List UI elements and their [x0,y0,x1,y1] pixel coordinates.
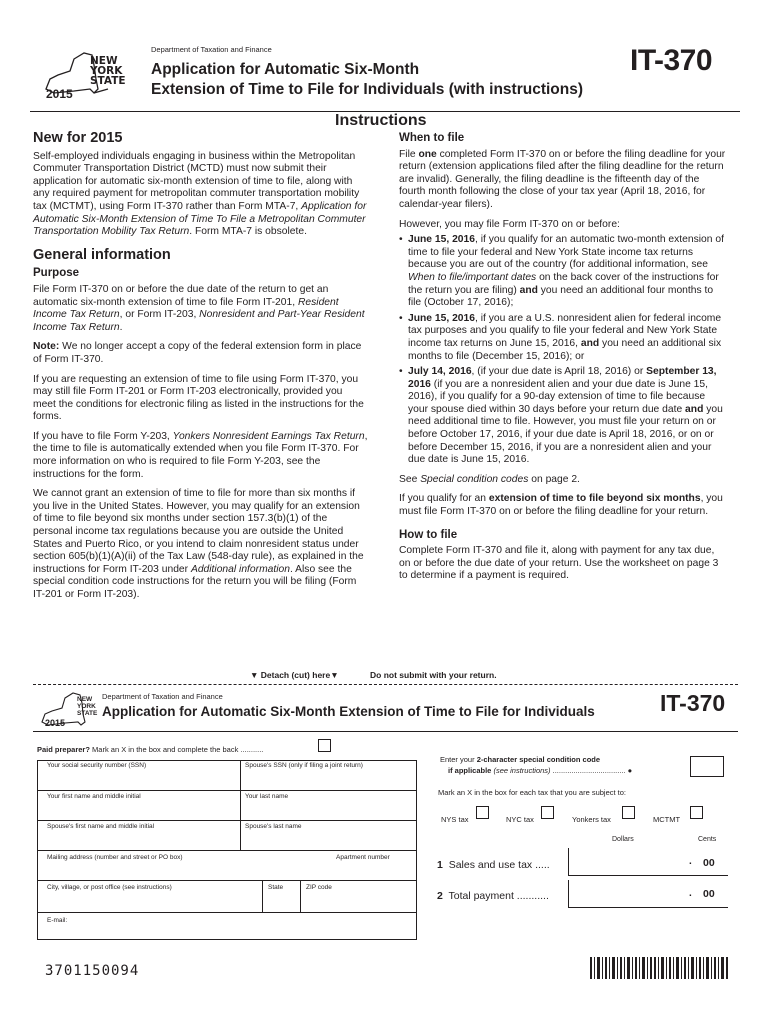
form-logo-state: STATE [77,710,98,717]
state-field[interactable]: State [268,884,284,891]
city-field[interactable]: City, village, or post office (see instructions) [47,884,172,891]
form-number: IT-370 [630,44,713,77]
mark-taxes-label: Mark an X in the box for each tax that you are subject to: [438,788,627,797]
grid-vertical-rule [262,880,263,912]
when-to-file-heading: When to file [399,132,465,144]
grid-rule [37,912,417,913]
detach-here: ▼ Detach (cut) here▼ [250,670,339,680]
general-information-heading: General information [33,246,171,263]
form-logo-york: YORK [77,703,96,710]
apartment-number-field[interactable]: Apartment number [336,854,390,861]
beyond-six-months-paragraph: If you qualify for an extension of time to file beyond six months, you must file Form IT-370 on or before the filing deadline for your return. [399,493,723,518]
grant-paragraph: We cannot grant an extension of time to file for more than six months if you live in the United States. However, you may qualify for an extension of time to file beyond six months under section 157.3(b)(1) of the personal income tax regulations because you are outside the United States and Puerto Rico, or you intend to claim nonresident status under section 605(b)(1)(A)(ii) of the Tax Law (548-day rule), as explained in the instructions for Form IT-203 under Additional information. Also see the special condition code instructions for the return you will be filing (Form IT-201 or Form IT-203). [33,488,364,600]
cut-line [33,684,738,685]
nyc-tax-checkbox[interactable] [541,806,554,819]
right-column [399,132,727,590]
new-for-2015-heading: New for 2015 [33,130,123,146]
first-name-field[interactable]: Your first name and middle initial [47,793,141,800]
form-header-rule [33,731,738,732]
spouse-last-name-field[interactable]: Spouse's last name [245,823,302,830]
deadline-bullet-2: • June 15, 2016, if you are a U.S. nonresident alien for federal income tax purposes and you qualify to file your federal and New York State income tax returns on June 15, 2016, and you need an additional six months to file (December 15, 2016); or [399,312,722,362]
tax-year: 2015 [46,87,73,101]
special-condition-label: Enter your 2-character special condition code [440,755,601,764]
cents-header: Cents [698,836,717,843]
logo-line-new: NEW [90,55,118,67]
line1-cents: 00 [703,857,715,869]
spouse-ssn-field[interactable]: Spouse's SSN (only if filing a joint return) [245,762,363,769]
however-paragraph: However, you may file Form IT-370 on or before: [399,218,620,230]
mctmt-label: MCTMT [653,815,681,824]
see-special-paragraph: See Special condition codes on page 2. [399,473,580,485]
last-name-field[interactable]: Your last name [245,793,289,800]
spouse-first-name-field[interactable]: Spouse's first name and middle initial [47,823,155,830]
line2-decimal: . [689,888,692,899]
grid-vertical-rule [240,760,241,850]
instructions-heading: Instructions [335,112,427,129]
grid-rule [37,820,417,821]
how-to-file-paragraph: Complete Form IT-370 and file it, along with payment for any tax due, on or before the due date of your return. Use the worksheet on page 3 to determine if a payment is required. [399,545,719,582]
line1-decimal: . [689,856,692,867]
form-department-name: Department of Taxation and Finance [102,692,223,701]
line1-label: 1 Sales and use tax ..... [437,859,550,871]
grid-vertical-rule [300,880,301,912]
nys-logo [44,49,126,101]
form-logo-new: NEW [77,696,93,703]
grid-rule [37,880,417,881]
ssn-field[interactable]: Your social security number (SSN) [47,762,147,769]
form-title: Application for Automatic Six-Month Extension of Time to File for Individuals [102,704,595,719]
grid-rule [37,790,417,791]
purpose-heading: Purpose [33,267,80,280]
form-tax-year: 2015 [45,718,66,728]
new-for-2015-paragraph: Self-employed individuals engaging in business within the Metropolitan Commuter Transportation District (MCTD) must now submit their application for automatic six-month extension of time to file, along with any required payment for metropolitan commuter transportation mobility tax (MCTMT), using Form IT-370 rather than Form MTA-7, Application for Automatic Six-Month Extension of Time To File a Metropolitan Commuter Transportation Mobility Tax Return. Form MTA-7 is obsolete. [33,150,367,238]
yonkers-paragraph: If you have to file Form Y-203, Yonkers Nonresident Earnings Tax Return, the time to file is automatically extended when you file Form IT-370. For more information on who is required to file Form Y-203, see the instructions for the form. [33,430,368,480]
dollars-header: Dollars [612,836,634,843]
form-title-line2: Extension of Time to File for Individuals (with instructions) [151,81,584,98]
line2-cents: 00 [703,888,715,900]
deadline-bullet-3: • July 14, 2016, (if your due date is April 18, 2016) or September 13, 2016 (if you are a nonresident alien and your due date is June 15, 2016), if you qualify for a 90-day extension of time to file because your spouse died within 30 days before your return due date and you need additional time to file. However, you must file your return on or before October 17, 2016, if your due date is April 18, 2016, or on or before December 15, 2016, if you are a nonresident alien and your due date is June 15, 2016. [399,366,723,466]
department-name: Department of Taxation and Finance [151,45,272,54]
nyc-tax-label: NYC tax [506,815,534,824]
do-not-submit: Do not submit with your return. [370,670,497,680]
mailing-address-field[interactable]: Mailing address (number and street or PO box) [47,854,183,861]
special-condition-label-2: if applicable (see instructions) ................................... ● [448,766,633,775]
form-number-lower: IT-370 [660,690,726,716]
nys-tax-checkbox[interactable] [476,806,489,819]
left-column [33,132,368,609]
purpose-paragraph: File Form IT-370 on or before the due date of the return to get an automatic six-month extension of time to file Form IT-201, Resident Income Tax Return, or Form IT-203, Nonresident and Part-Year Resident Income Tax Return. [33,283,365,333]
grid-rule [37,850,417,851]
deadline-bullet-1: • June 15, 2016, if you qualify for an automatic two-month extension of time to file your federal and New York State income tax returns because you are out of the country (for additional information, see When to file/important dates on the back cover of the instructions for the return you are filing) and you need an additional four months to file (October 17, 2016); [399,234,724,309]
how-to-file-heading: How to file [399,528,458,541]
email-field[interactable]: E-mail: [47,917,68,924]
yonkers-tax-checkbox[interactable] [622,806,635,819]
paid-preparer-checkbox[interactable] [318,739,331,752]
form-title-line1: Application for Automatic Six-Month [151,61,420,78]
paid-preparer-line: Paid preparer? Mark an X in the box and complete the back ........... [37,745,264,754]
note-paragraph: Note: We no longer accept a copy of the federal extension form in place of Form IT-370. [33,341,362,365]
line2-label: 2 Total payment ........... [437,890,549,902]
form-logo [40,690,98,730]
barcode-icon [590,957,730,979]
yonkers-tax-label: Yonkers tax [572,815,611,824]
when-to-file-paragraph: File one completed Form IT-370 on or before the filing deadline for your return (extension applications filed after the filing deadline for the return are invalid). Generally, the filing deadline is the fifteenth day of the fourth month following the close of your tax year (April 18, 2016, for calendar-year filers). [399,148,726,210]
zip-field[interactable]: ZIP code [306,884,332,891]
efile-paragraph: If you are requesting an extension of time to file using Form IT-370, you may still file Form IT-201 or Form IT-203 electronically, provided you meet the conditions for electronic filing as listed in the instructions for the forms. [33,373,364,423]
special-condition-code-input[interactable] [690,756,724,777]
scan-code: 3701150094 [45,963,140,979]
logo-line-state: STATE [90,75,126,87]
mctmt-checkbox[interactable] [690,806,703,819]
nys-tax-label: NYS tax [441,815,469,824]
logo-line-york: YORK [90,65,123,77]
